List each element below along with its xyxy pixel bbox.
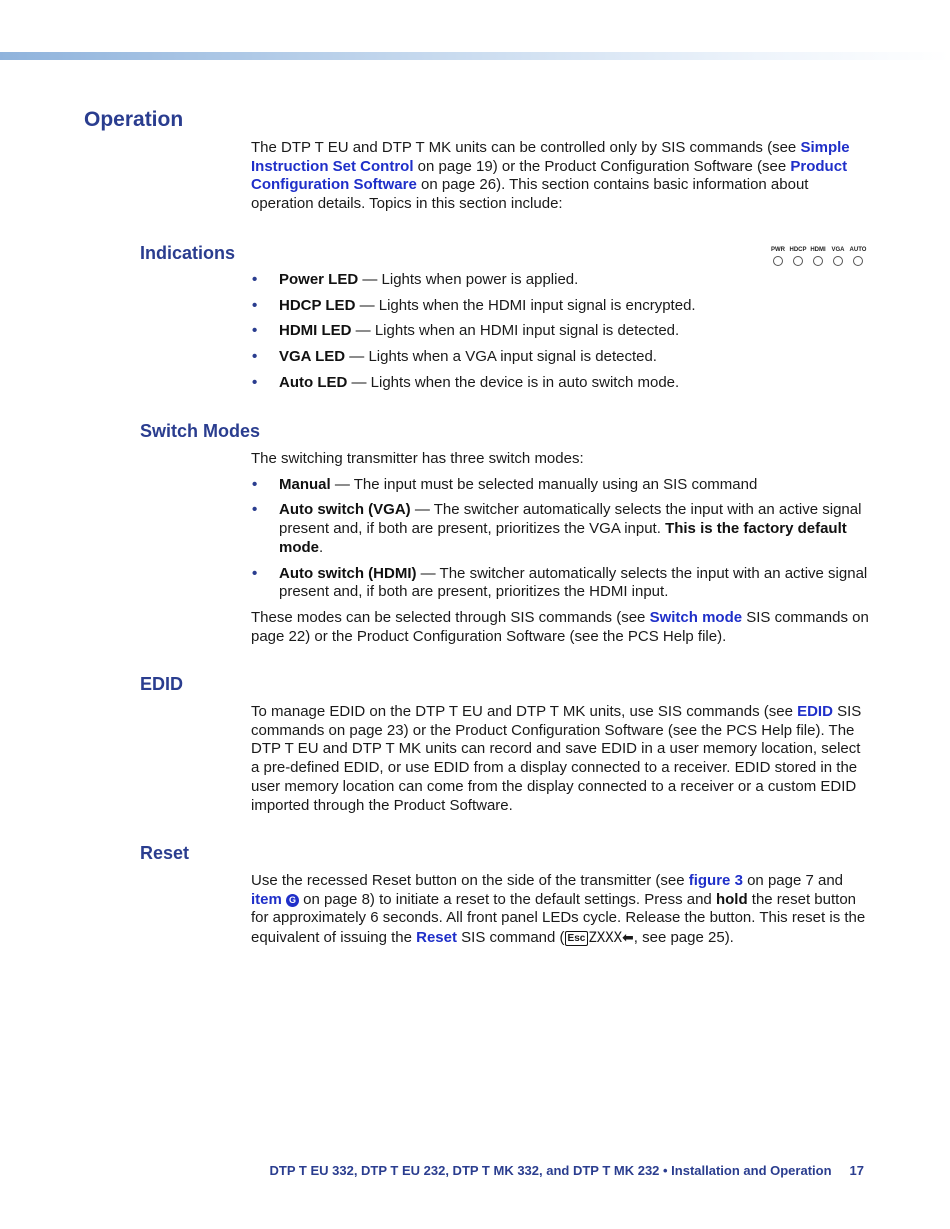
list-item [251,297,871,316]
bullet-icon: • [252,475,258,493]
sis-command-text: ZXXX [588,930,623,947]
intro-text: The DTP T EU and DTP T MK units can be controlled only by SIS commands (see [251,139,801,156]
list-item [251,271,871,290]
outro-text: These modes can be selected through SIS commands (see [251,608,650,626]
intro-paragraph [251,139,871,214]
led-circle-icon [773,256,783,266]
bullet-icon: • [252,373,258,391]
intro-text: on page 26). This section contains basic information about operation details. Topics in this section include: [251,176,809,213]
item-term: Power LED [279,271,359,288]
intro-text: on page 19) or the Product Configuration Software (see [413,157,791,175]
section-heading-edid: EDID [140,674,184,694]
item-desc: — The switcher automatically selects the input with an active signal present and, if both are present, prioritizes the VGA input. [279,501,862,538]
link-item-label: item [251,890,282,908]
item-term: VGA LED [279,348,346,366]
page-footer [270,1163,864,1178]
item-desc: — The switcher automatically selects the input with an active signal present and, if both are present, prioritizes the HDMI input. [279,564,868,601]
reset-text: on page 7 and [742,872,844,889]
reset-text: on page 8) to initiate a reset to the default settings. Press and [299,890,716,908]
led-panel-diagram [768,247,868,269]
outro-text: SIS commands on page 22) or the Product Configuration Software (see the PCS Help file). [251,608,869,645]
esc-key-icon: Esc [565,931,589,946]
led-label: AUTO [849,247,867,253]
bullet-icon: • [252,296,258,314]
indications-list [251,271,871,393]
hold-emphasis: hold [715,890,748,908]
led-label: HDCP [789,247,807,253]
footer-title: DTP T EU 332, DTP T EU 232, DTP T MK 332, and DTP T MK 232 • Installation and Operation [269,1163,832,1178]
indications-list-block [251,271,871,400]
section-heading-reset: Reset [140,843,190,863]
reset-text: the reset button for approximately 6 seconds. All front panel LEDs cycle. Release the button. This reset is the equivalent of issuing the [251,890,866,947]
link-item[interactable] [251,891,299,908]
page-title: Operation [84,108,184,131]
switch-modes-block [251,450,871,646]
item-desc: — Lights when the HDMI input signal is encrypted. [355,296,696,314]
item-term: Auto switch (HDMI) [279,564,417,582]
led-label: PWR [771,247,785,253]
item-desc: — Lights when the device is in auto switch mode. [347,373,680,391]
switch-modes-intro: The switching transmitter has three switch modes: [251,450,584,467]
link-switch-mode[interactable]: Switch mode [649,608,743,626]
item-term: HDMI LED [279,322,352,340]
bullet-icon: • [252,501,258,519]
list-item [251,565,871,602]
led-indicator [768,247,788,269]
led-indicator [788,247,808,269]
item-desc: . [319,538,324,556]
item-desc: — The input must be selected manually using an SIS command [330,475,758,493]
page-number: 17 [849,1163,864,1178]
led-circle-icon [793,256,803,266]
led-circle-icon [853,256,863,266]
list-item [251,374,871,393]
led-label: HDMI [810,247,826,253]
item-term: Auto switch (VGA) [279,501,411,519]
link-simple-instruction-set[interactable]: Simple Instruction Set Control [251,139,850,175]
bullet-icon: • [252,271,258,288]
item-term: Manual [279,475,331,493]
led-circle-icon [833,256,843,266]
header-band [0,52,950,60]
list-item [251,348,871,367]
section-heading-switch-modes: Switch Modes [140,421,261,441]
item-emphasis: This is the factory default mode [279,520,847,556]
link-reset[interactable]: Reset [416,929,457,947]
led-indicator [828,247,848,269]
section-heading-indications: Indications [140,243,236,263]
link-edid[interactable]: EDID [797,703,833,720]
reset-paragraph [251,872,871,948]
list-item [251,322,871,341]
item-term: HDCP LED [279,296,356,314]
item-desc: — Lights when a VGA input signal is detected. [345,348,657,366]
reset-text: Use the recessed Reset button on the side of the transmitter (see [251,872,689,889]
item-desc: — Lights when power is applied. [358,271,579,288]
led-circle-icon [813,256,823,266]
led-indicator [808,247,828,269]
edid-text: SIS commands on page 23) or the Product Configuration Software (see the PCS Help file). The DTP T EU and DTP T MK units can record and save EDID in a user memory location, select a pre-defined EDID, or use EDID from a display connected to a receiver. EDID stored in the user memory location can come from the display connected to a receiver or a custom EDID imported through the Product Software. [251,703,862,814]
item-desc: — Lights when an HDMI input signal is detected. [351,322,680,340]
list-item [251,501,871,557]
enter-arrow-icon: ⬅ [622,929,634,946]
reset-text: , see page 25). [633,929,734,947]
bullet-icon: • [252,322,258,340]
switch-modes-outro [251,609,871,646]
reset-text: SIS command ( [456,929,565,947]
bullet-icon: • [252,564,258,582]
led-indicator [848,247,868,269]
link-figure-3[interactable]: figure 3 [688,872,743,889]
switch-modes-list [251,476,871,602]
link-product-configuration-software[interactable]: Product Configuration Software [251,157,848,194]
edid-text: To manage EDID on the DTP T EU and DTP T MK units, use SIS commands (see [251,703,798,720]
led-label: VGA [831,247,845,253]
list-item [251,476,871,495]
item-g-badge-icon: G [286,894,299,907]
bullet-icon: • [252,348,258,366]
edid-paragraph [251,703,871,815]
item-term: Auto LED [279,373,348,391]
